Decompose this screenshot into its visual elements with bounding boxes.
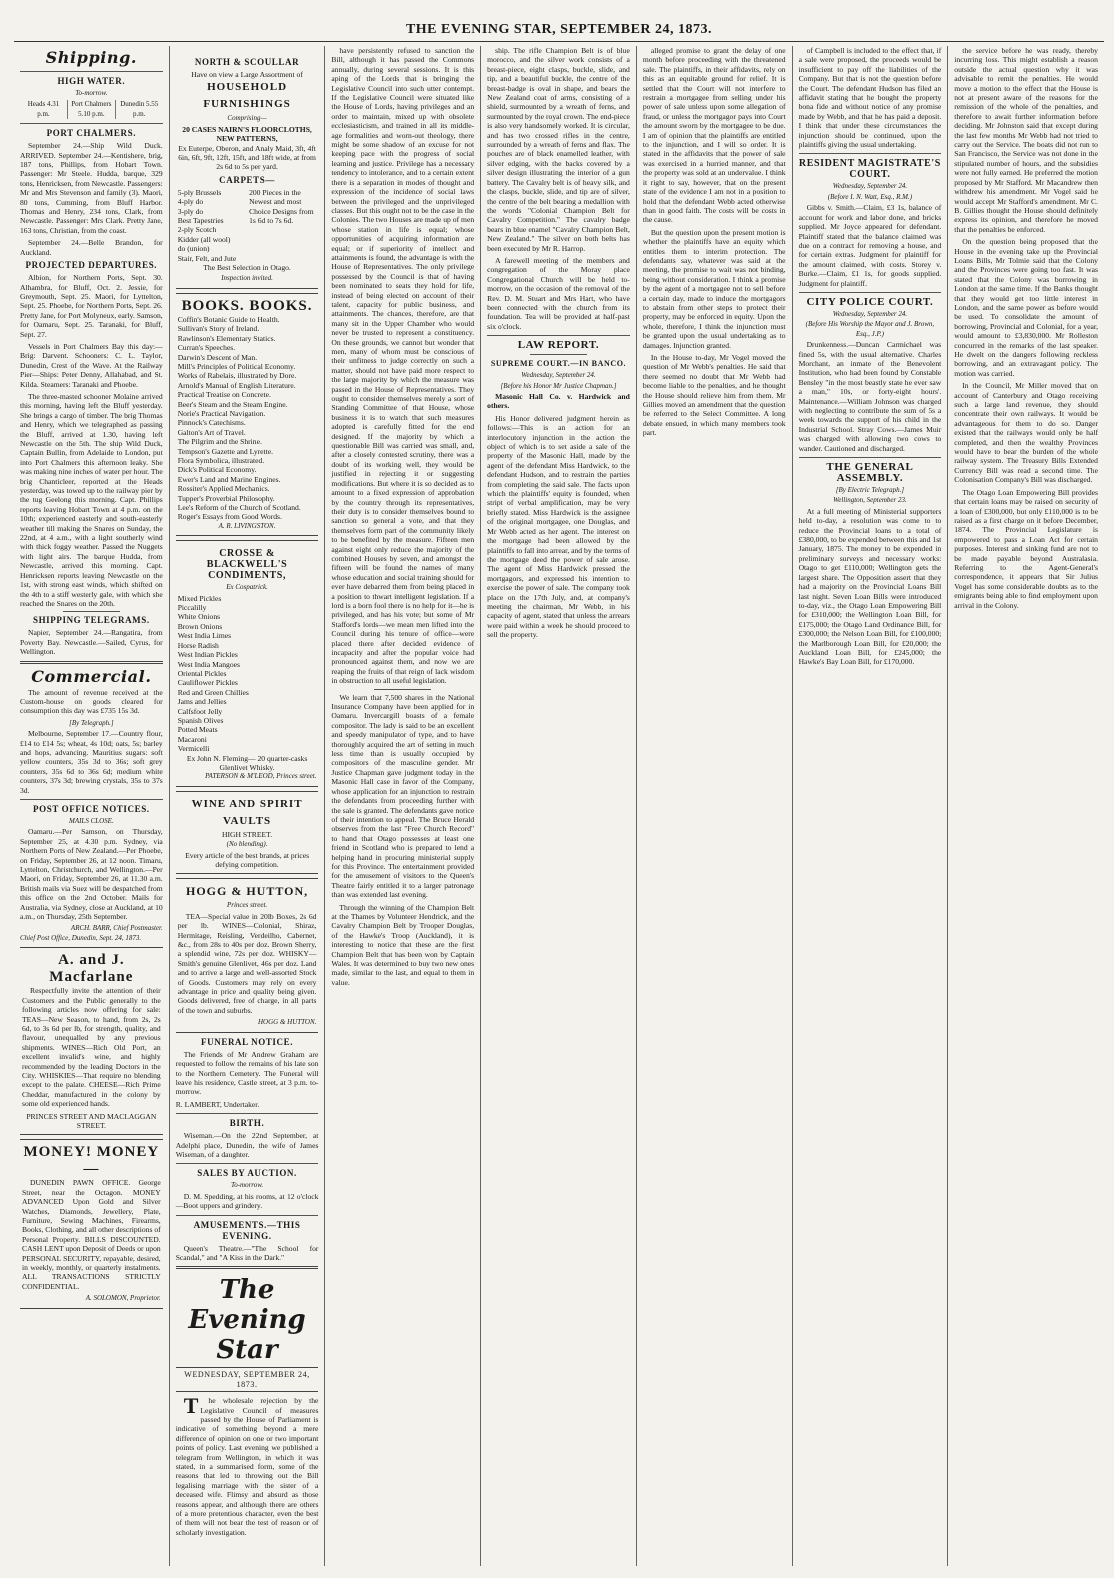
north-scoullar-heading: NORTH & SCOULLAR (194, 57, 300, 67)
condiment-item: Oriental Pickles (177, 668, 227, 678)
police-court-heading: CITY POLICE COURT. (806, 295, 934, 308)
wine-text: Every article of the best brands, at prices defying competition. (185, 850, 310, 869)
funeral-text: The Friends of Mr Andrew Graham are requested to follow the remains of his late son to the Northern Cemetery. The Funeral will leave his residence, Castle street, at 3 p.m. to-morrow. (175, 1049, 319, 1097)
north-scoullar-intro: Have on view a Large Assortment of (191, 70, 303, 79)
crosse-blackwell-advert (176, 540, 319, 787)
judgment-conclusion: But the question upon the present motion is whether the plaintiffs have an equity which entitles them to interim protection. The defendants say, whatever was said at the meeting, the promise to wait was not binding, being without consideration. I think a promise by the agent of a mortgagee not to sell before a certain day, made to induce the mortgagors to abstain from other steps to protect their property, may be enforced in equity. Upon the whole, therefore, I think the injunction must be granted upon the usual undertaking as to damages. Injunction granted. (642, 227, 786, 350)
issue-dateline: WEDNESDAY, SEPTEMBER 24, 1873. (176, 1367, 319, 1392)
columns-container (14, 46, 1104, 1566)
divider (20, 71, 163, 72)
household-heading: HOUSEHOLD FURNISHINGS (203, 81, 291, 111)
crosse-heading: CROSSE & BLACKWELL'S CONDIMENTS, (206, 548, 288, 582)
funeral-heading: FUNERAL NOTICE. (201, 1036, 294, 1047)
book-item: Coffin's Botanic Guide to Health. (177, 314, 280, 324)
divider (799, 153, 942, 154)
inspection-invited: Inspection invited. (221, 273, 273, 282)
case-judgment: His Honor delivered judgment herein as follows:—This is an action for an interlocutory injunction in the action the object of which is to set aside a sale of the property of the Masonic Hall, made by the agent of the defendant Miss Hardwick, to the defendant Hudson, and to restrain the parties from completing the said sale. The facts upon which the plaintiffs' equity is founded, when stript of verbal amplification, may be very briefly stated. Miss Hardwick is the assignee of the original mortgagee, one Douglas, and Mr Webb acted as her agent. The interest on the mortgage had been allowed by the plaintiffs to fall into arrear, and by the terms of the mortgage deed the power of sale arose. The agent of Miss Hardwick pressed the mortgagors, and expressed his intention to exercise the power of sale. The company took place on the 17th July, and, at company's meeting the chairman, Mr Webb, in his capacity of agent, stated that unless the arrears were paid within a week he should proceed to sell the property. (487, 413, 630, 640)
condiment-item: West India Mangoes (177, 659, 240, 669)
divider (20, 123, 163, 124)
page-title: THE EVENING STAR, SEPTEMBER 24, 1873. (405, 22, 713, 37)
hogg-hutton-advert (176, 878, 319, 1032)
books-advert (176, 293, 319, 536)
commercial-heading: Commercial. (31, 666, 152, 686)
condiment-item: Calfsfoot Jelly (177, 706, 223, 716)
divider (799, 292, 942, 293)
magistrate-judge: (Before I. N. Watt, Esq., R.M.) (827, 192, 913, 201)
sailed-text: September 24.—Belle Brandon, for Auckland. (20, 238, 163, 257)
case-title: Masonic Hall Co. v. Hardwick and others. (487, 392, 630, 411)
house-debate: In the House to-day, Mr Vogel moved the question of Mr Webb's penalties. He said that there seemed no doubt that Mr Webb had become liable to the penalties, and he thought the House should relieve him from them. Mr Gillies moved an amendment that the question be referred to the Select Committee. A long debate ensued, in which many members took part. (642, 353, 786, 438)
condiments-list (178, 594, 317, 754)
magistrate-heading: RESIDENT MAGISTRATE'S COURT. (798, 158, 941, 181)
birth-text: Wiseman.—On the 22nd September, at Adelphi place, Dunedin, the wife of James Wiseman, of a daughter. (175, 1131, 319, 1159)
assembly-continued: the service before he was ready, thereby incurring loss. This might establish a reason outside the actual question why it was advisable to remit the penalties. He would move a motion to the effect that the House is not at present aware of the reasons for the remission of the whole of the penalties, and therefore to await further information before deciding. Mr Johnston said that except during the last few months Mr Webb had not tried to carry out the Service. The boats did not run to San Francisco, the Service was not done in the stipulated number of hours, and the subsidies were not fully earned. He preferred the motion proposed by Mr Stafford. Mr Macandrew then withdrew his amendment. Mr Vogel said he would accept Mr Stafford's amendment. Mr C. B. Gillies thought the House should definitely express its opinion, and therefore he moved that the penalties be enforced. (954, 46, 1098, 234)
condiment-item: Red and Green Chillies (177, 687, 249, 697)
column-3 (325, 46, 481, 1566)
books-heading: BOOKS. BOOKS. (181, 297, 313, 314)
condiment-item: Brown Onions (177, 621, 223, 631)
column-2 (170, 46, 326, 1566)
law-report-heading: LAW REPORT. (517, 339, 600, 352)
crosse-sub: Ex Cospatrick. (226, 583, 268, 592)
book-item: The Pilgrim and the Shrine. (177, 437, 262, 447)
condiment-item: Jams and Jellies (177, 697, 227, 707)
judgment-final: of Campbell is included to the effect that, if a sale were proposed, the proceeds would be insufficient to pay off the liabilities of the Company. But that is not the question before the Court. The defendant Hudson has filed an affidavit stating that he bought the property bona fide and without notice of any promise made by Webb, and that he has paid a deposit. I think that under these circumstances the injunction should be continued, upon the plaintiffs giving the usual undertaking. (798, 46, 942, 150)
tide-dunedin: Dunedin 5.55 p.m. (120, 100, 159, 118)
assembly-heading: THE GENERAL ASSEMBLY. (826, 461, 914, 485)
condiment-item: Cauliflower Pickles (177, 678, 238, 688)
carpets-list (178, 188, 245, 263)
book-item: Practical Treatise on Concrete. (177, 390, 271, 400)
shipping-heading: Shipping. (45, 48, 138, 67)
carpet-item: 2-ply Scotch (177, 225, 217, 235)
farewell-meeting-news: A farewell meeting of the members and congregation of the Moray place Congregational Church will be held to-morrow, on the occasion of the removal of the Rev. D. M. Stuart and Mrs Hart, who have been connected with the church from its foundation. Tea will be provided at half-past six o'clock. (487, 255, 630, 331)
post-office-heading: POST OFFICE NOTICES. (33, 804, 150, 814)
book-item: Lee's Reform of the Church of Scotland. (177, 503, 301, 513)
book-item: Dick's Political Economy. (177, 465, 257, 475)
newspaper-nameplate: The Evening Star (188, 1275, 306, 1366)
court-judge: [Before his Honor Mr Justice Chapman.] (500, 381, 617, 390)
birth-heading: BIRTH. (229, 1118, 265, 1129)
funeral-signature: R. LAMBERT, Undertaker. (175, 1099, 260, 1109)
carpet-item: 5-ply Brussels (177, 187, 222, 197)
hogg-signature: HOGG & HUTTON. (258, 1018, 317, 1027)
departures-heading: PROJECTED DEPARTURES. (25, 260, 158, 271)
carpet-item: 3-ply do (177, 206, 204, 216)
police-text: Drunkenness.—Duncan Carmichael was fined 5s, with the usual alternative. Charles Morchant, an inmate of the Benevolent Institution, who had been found by Constable Bensley "in the most beastly state he ever saw a man," 10s, or forty-eight hours'. Maintenance.—William Johnson was charged with neglecting to contribute the sum of 5s a week towards the support of his child in the Industrial School. Stray Cows.—James Muir was charged with allowing two cows to wander. Cautioned and discharged. (798, 340, 942, 453)
postmaster-signature: ARCH. BARR, Chief Postmaster. (70, 924, 163, 933)
divider (20, 661, 163, 664)
pawn-office-advert (20, 1139, 163, 1308)
column-6 (793, 46, 949, 1566)
divider (176, 1266, 319, 1269)
hogg-heading: HOGG & HUTTON, (186, 884, 309, 899)
carpet-item: Kidder (all wool) (177, 234, 231, 244)
crosse-note: Ex John N. Fleming— 20 quarter-casks Glenlivet Whisky. (186, 753, 308, 772)
shipping-news-text: The three-masted schooner Molaine arrived this morning, having left the Bluff yesterday. She brings a cargo of timber. The brig Thomas and Henry, which we telegraphed as passing the Bluff, arrived at 1.30, having left Newcastle on the 5th. The ship Wild Duck, Captain Bullin, from Adelaide to London, put into Port Chalmers this afternoon leaky. She was making nine inches of water per hour. The brig Chanticleer, reported at the Heads yesterday, was towed up to the railway pier by the tug Geelong this morning. Capt. Phillips reports leaving Hobart Town at 4 p.m. on the 10th; experienced easterly and south-easterly weather till making the Snares on Sunday, the 22nd, at 4 a.m., with a light southerly wind with thick foggy weather. Passed the Nuggets with light airs. The barque Hudda, from Newcastle, arrived this morning. Capt. Henricksen reports leaving Newcastle on the 1st, with strong east winds, which shifted on the 4th to a stiff westerly gale, with which she reached the Snares on the 20th. (20, 391, 163, 608)
court-date: Wednesday, September 24. (521, 371, 596, 380)
condiment-item: Spanish Olives (177, 715, 224, 725)
hogg-text: TEA—Special value in 20lb Boxes, 2s 6d per lb. WINES—Colonial, Shiraz, Hermitage, Reisling, Verdeilho, Cabernet, &c., from 28s to 40s per doz. Brown Sherry, a splendid wine, 72s per doz. WHISKY—Smith's genuine Glenlivet, 46s per doz. Land and to arrive a large and well-assorted Stock of Goods. Customers may rely on every advantage in price and quality being given. Goods delivered, free of charge, in all parts of the town and suburbs. (177, 911, 317, 1015)
condiment-item: West India Limes (177, 631, 232, 641)
local-news: We learn that 7,500 shares in the National Insurance Company have been applied for in Oamaru. Invercargill boasts of a female compositor. The lady is said to be an excellent and speedy manipulator of type, and to have thoroughly acquired the art of setting in much less time than is usually occupied by compositors of the masculine gender. Mr Justice Chapman gave judgment today in the Masonic Hall case in favor of the Company, whose application for an injunction to restrain the defendants from proceeding further with the sale is granted. The defendants gave notice of their intention to appeal. The Bruce Herald observes from the last "Free Church Record" to hand that Otago possesses at least one friend in Scotland who is prepared to lend a helping hand in procuring ministerial supply for this Province. The entertainment provided for the amusement of visitors to the Queen's Theatre fairly entitled it to a larger patronage than was extended last evening. (331, 692, 475, 900)
telegrams-text: Napier, September 24.—Rangatira, from Poverty Bay. Newcastle.—Sailed, Cyrus, for Wellington. (20, 628, 163, 657)
divider (530, 354, 587, 355)
otago-loan-bill: The Otago Loan Empowering Bill provides that certain loans may be raised on security of a loan of £300,000, but only £110,000 is to be raised as a first charge on it before December, 1874. The Provincial Legislature is empowered to pass a Loan Act for certain purposes. Interest and sinking fund are not to be made payable beyond Australasia. Referring to the Agent-General's correspondence, it appears that Sir Julius Vogel has some considerable doubts as to the emigrants being able to find employment upon arrival in the Colony. (954, 487, 1098, 610)
divider (20, 799, 163, 800)
book-item: Pinnock's Catechisms. (177, 418, 246, 428)
book-item: Darwin's Descent of Man. (177, 352, 258, 362)
north-scoullar-advert (176, 50, 319, 289)
assembly-sub: [By Electric Telegraph.] (835, 486, 905, 495)
book-item: Galton's Art of Travel. (177, 427, 246, 437)
macfarlane-text: Respectfully invite the attention of their Customers and the Public generally to the following articles now offering for sale: TEAS—New Season, to hand, from 2s, 2s 6d, to 3s 6d per lb, for strength, quality, and flavour, unequalled by any previous shipments. WINES—Rich Old Port, an excellent invalid's wine, and highly recommended by the leading Doctors in the City. WHISKIES—That require no blending except to the palate. CHEESE—Rich Prime Cheddar, manufactured in the colony by some old experienced hands. (22, 986, 161, 1109)
carpet-item: Stair, Felt, and Jute (177, 253, 237, 263)
judgment-continued: alleged promise to grant the delay of one month before proceeding with the threatened sale. The plaintiffs, in their affidavits, rely on this as an equitable ground for relief. It is settled that the Court will not interfere to restrain a mortgagee from selling under his power of sale unless upon some allegation of fraud, or unless the mortgagor pays into Court the amount sworn by the mortgagee to be due. I am of opinion that the plaintiffs are entitled to the injunction, and I will so order. It is stated in the affidavits that the power of sale was exercised in a hurried manner, and that the property was sold at an undervalue. I think it right to say, however, that on the present state of the evidence I am not in a position to hold that the defendant Webb acted otherwise than in good faith. The costs will be costs in the cause. (642, 46, 786, 225)
money-text: DUNEDIN PAWN OFFICE. George Street, near the Octagon. MONEY ADVANCED Upon Gold and Silver Watches, Diamonds, Jewellery, Plate, Furniture, Sewing Machines, Firearms, Books, Clothing, and all other descriptions of Personal Property. BILLS DISCOUNTED. CASH LENT upon Deposit of Deeds or upon PERSONAL SECURITY, repayable, desired, in weekly, monthly, or quarterly instalments. ALL TRANSACTIONS STRICTLY CONFIDENTIAL. (22, 1178, 161, 1291)
carpet-item: Best Tapestries (177, 216, 224, 226)
tide-heads: Heads 4.31 p.m. (20, 100, 68, 119)
hogg-sub: Princes street. (226, 901, 268, 910)
divider (487, 335, 630, 336)
tide-table (20, 100, 163, 119)
leader-continued: have persistently refused to sanction the Bill, although it has passed the Commons annually, during several sessions. It is this aping of the Lords that is bringing the Legislative Council into such utter contempt. If the Legislative Council were situated like the House of Lords, having privileges and an order to maintain, mixed up with obsolete ecclesiasticism, and trained in all its middle-age formalities and worn-out theology, there might be some shadow of an excuse for not keeping pace with the progress of social learning and justice. Privilege has a necessary tendency to intolerance, and to a certain extent there is a separation in modes of thought and expression of the incidence of social laws between the privileged and the unprivileged classes. But this ought not to be the case in the Colonies. The two Houses are made up of men whose station in life is equal; whose opportunities of acquiring information are equal; or if superiority of intellect and attainments is found, the advantage is with the House of Representatives. The only privilege possessed by the Council is that of having been nominated to seats they hold for life, instead of being elected on account of their talent, capacity for public business, and attainments. The chances, therefore, are that many sit in the Upper Chamber who would never be trusted to represent a constituency. On these grounds, we cannot but wonder that men, many of whom must be conscious of their unfitness to judge correctly on such a matter, should not have paid more respect to the large majority by which the measure was passed in the House of Representatives. They ought to consider themselves merely a sort of Standing Committee of that House, whose business it is to watch that such measures adopted is carefully fitted for the end designed. If the majority by which a questionable Bill was carried was small, and, after a closely contested scrutiny, there was a doubt of its working well, they would be justified in rejecting it or suggesting modifications. But where it is so decided as to amount to a fixed expression of approbation by the country through its representatives, their duty is to consider themselves bound to sanction so general a vote, and that they themselves form part of the community likely to be benefited by the measure. Fifteen men against eight only reduce the majority of the combined Houses by seven, and amongst the fifteen will be found the names of many whose education and social training should for ever have debarred them from being placed in a position to thwart intelligent legislation. If a lord is a born fool there is no help for it—he is privileged, and has his vote; but some of Mr Stafford's lords—we mean men lifted into the Council during his tenure of office—were placed there after decided evidence of incapacity and after the popular voice had pronounced against them, and now we are reaping the fruits of that reign of lack wisdom in obstruction to all useful legislation. (331, 46, 475, 686)
comprising-label: Comprising— (227, 114, 267, 123)
book-item: Arnold's Manual of English Literature. (177, 380, 296, 390)
high-water-heading: HIGH WATER. (57, 76, 126, 86)
north-scoullar-footer: The Best Selection in Otago. (203, 263, 291, 273)
book-item: Works of Rabelais, illustrated by Dore. (177, 371, 297, 381)
macfarlane-heading: A. and J. Macfarlane (49, 952, 134, 986)
champion-belt-continued: ship. The rifle Champion Belt is of blue morocco, and the silver work consists of a breast-piece, eight clasps, buckle, slide, and tip, and a beautiful buckle, the centre of the breast-badge is oval in shape, and bears the New Zealand coat of arms, consisting of a shield, surmounted by a wreath of ferns, and surmounted by the royal crown. The end-piece is also very handsomely worked. It is circular, and has two crossed rifles in the centre, surrounded by a wreath of ferns and flax. The pouches are of black enamelled leather, with silver edging, with the backs covered by a silver design illustrating the interior of a gun battery. The Cavalry belt is of heavy silk, and the clasps, buckle, slide, and tip are of silver, the centre of the belt bearing a medallion with the words "Colonial Champion Belt for Cavalry Competition." The cavalry badge bears in blue enamel "Cavalry Champion Belt, New Zealand." The silver on both belts has been executed by Mr R. Harrop. (487, 46, 630, 253)
book-item: Beer's Steam and the Steam Engine. (177, 399, 288, 409)
column-5 (637, 46, 793, 1566)
post-office-date: Chief Post Office, Dunedin, Sept. 24, 1873. (20, 933, 142, 942)
carpets-note: 200 Pieces in the Newest and most Choice Designs from 1s 6d to 7s 6d. (249, 187, 314, 226)
wine-heading: WINE AND SPIRIT VAULTS (191, 797, 303, 827)
book-item: Sullivan's Story of Ireland. (177, 324, 260, 334)
book-item: Flora Symbolica, illustrated. (177, 456, 265, 465)
floorcloths-line: 20 CASES NAIRN'S FLOORCLOTHS, NEW PATTERNS, (182, 124, 312, 144)
by-telegraph-label: [By Telegraph.] (69, 718, 114, 727)
condiment-item: White Onions (177, 612, 221, 622)
telegraph-text: Melbourne, September 17.—Country flour, £14 to £14 5s; wheat, 4s 10d; oats, 5s; barley and hops, advancing. Mauritius sugars: soft yellow counters, 35s 3d to 36s; soft grey counters, 35s 6d to 36s 6d; medium white counters, 37s 3d; brewing crystals, 35s to 37s 3d. (20, 729, 163, 795)
condiment-item: Vermicelli (177, 744, 210, 754)
book-item: Tempson's Gazette and Lyrette. (177, 446, 274, 456)
book-item: Roger's Essays from Good Words. (177, 512, 282, 522)
commercial-text: The amount of revenue received at the Custom-house on goods cleared for consumption this day was £735 15s 3d. (20, 687, 163, 716)
carpet-item: do (union) (177, 244, 210, 254)
arrivals-text: September 24.—Ship Wild Duck. ARRIVED. September 24.—Kentishere, brig, 187 tons, Phillips, from Hobart Town. Passenger: Mr Steele. Hudda, barque, 329 tons, Henricksen, from Newcastle. Passengers: Mr and Mrs Stevenson and family (3). Maori, 80 tons, Cumming, from Bluff Harbor. Thomas and Henry, 234 tons, Clark, from Newcastle. Passenger: Mrs Clark. Pretty Jane, 163 tons, Christian, from the coast. (20, 141, 163, 235)
condiment-item: Horse Radish (177, 640, 219, 650)
money-heading: MONEY! MONEY— (23, 1144, 160, 1178)
condiment-item: Piccalilly (177, 603, 207, 613)
council-debate: In the Council, Mr Miller moved that on account of Canterbury and Otago receiving such a large land revenue, they should concentrate their own railways. It would be advantageous for them to do so. Danger existed that the railways would only be half completed, and then the wealthy Provinces would have to bear the burden of the whole railway system. The Treasury Bills Extended Currency Bill was read a second time. The Colonisation Company's Bill was discharged. (954, 381, 1098, 485)
auction-sub: To-morrow. (230, 1181, 264, 1190)
page-masthead (14, 14, 1104, 42)
divider (374, 689, 431, 690)
mails-close-label: MAILS CLOSE. (68, 817, 114, 825)
book-item: Curran's Speeches. (177, 343, 236, 353)
divider (176, 1113, 319, 1114)
magistrate-text: Gibbs v. Smith.—Claim, £3 1s, balance of account for work and labor done, and bricks supplied. Mr Joyce appeared for defendant. Plaintiff stated that the balance claimed was due on a contract for removing a house, and for certain extras. Judgment for plaintiff for the amount claimed, with costs. Storey v. Burke.—Claim, £1 1s, for goods supplied. Judgment for plaintiff. (798, 203, 942, 288)
book-item: Rawlinson's Elementary Statics. (177, 333, 276, 343)
divider (176, 1215, 319, 1216)
departures-text: Albion, for Northern Ports, Sept. 30. Alhambra, for Bluff, Oct. 2. Jessie, for Greymouth, Sept. 25. Maori, for Lyttelton, Sept. 25. Phoebe, for Northern Ports, Sept. 26. Pretty Jane, for Port Molyneux, early. Samson, for Oamaru, Sept. 25. Taranaki, for Bluff, Sept. 27. (20, 273, 163, 339)
vessels-text: Vessels in Port Chalmers Bay this day:—Brig: Darvent. Schooners: C. L. Taylor, Dunedin, Crest of the Wave. At the Railway Pier—Ships: Peter Denny, Allahabad, and St. Kilda. Steamers: Taranaki and Phoebe. (20, 341, 163, 389)
carpets-block (178, 188, 317, 263)
champion-belt-news: Through the winning of the Champion Belt at the Thames by Volunteer Hendrick, and the Cavalry Champion Belt by Trooper Douglas, of the Hawke's Troop (Auckland), it is interesting to notice that these are the first Champion Belt that has been won by Captain Wales. It was determined to buy two new ones made, similar to the last, and equal to them in value. (331, 902, 475, 987)
book-item: Norie's Practical Navigation. (177, 408, 266, 418)
condiment-item: Macaroni (177, 734, 207, 744)
carpet-item: 4-ply do (177, 197, 204, 207)
wine-sub: HIGH STREET. (222, 829, 273, 839)
tide-port-chalmers: Port Chalmers 5.10 p.m. (68, 100, 116, 119)
post-signature-block (20, 924, 163, 943)
book-item: Rossiter's Applied Mechanics. (177, 484, 270, 494)
column-4 (481, 46, 637, 1566)
macfarlane-address: PRINCES STREET AND MACLAGGAN STREET. (26, 1111, 157, 1130)
macfarlane-advert (20, 947, 163, 1135)
tomorrow-label: To-morrow. (75, 89, 108, 97)
assembly-text: At a full meeting of Ministerial supporters held to-day, a resolution was come to to reduce the Provincial loans to a total of £380,000, to be expended between this and 1st January, 1875. The money to be expended in preliminary surveys and necessary works: Otago to get £110,000; Wellington gets the largest share. The Opposition assert that they had a majority on the Provincial Loans Bill last night. Seven Loan Bills were introduced to-day, viz., the Otago Loan Empowering Bill for £310,000; the Wellington Loan Bill, for £175,000; the Otago Land Ordinance Bill, for £300,000; the Nelson Loan Bill, for £100,000; the Marlborough Loan Bill, for £20,000; the Auckland Loan Bill, for £245,000; the Hawke's Bay Loan Bill, for £170,000. (798, 506, 942, 667)
column-7 (948, 46, 1104, 1566)
assembly-dateline: Wellington, September 23. (833, 496, 907, 505)
magistrate-date: Wednesday, September 24. (832, 182, 908, 191)
auction-text: D. M. Spedding, at his rooms, at 12 o'clock —Boot uppers and grindery. (175, 1191, 319, 1211)
post-office-text: Oamaru.—Per Samson, on Thursday, September 25, at 4.30 p.m. Sydney, via Northern Ports of New Zealand.—Per Phoebe, on Friday, September 26, at 12 noon. Timaru, Lyttelton, Christchurch, and Wellington.—Per Maori, on Friday, September 26, at 11.30 a.m. British mails via Suez will be despatched from this office on the 2nd October. Mails for Australia, via Sydney, close at Auckland, at 10 a.m., on Thursday, 25th September. (20, 827, 163, 922)
leader-article: The wholesale rejection by the Legislative Council of measures passed by the House of Parliament is indicative of something beyond a mere difference of opinion on one or two important points of policy. Last evening we published a telegram from Wellington, in which it was stated, in a summarised form, some of the reasons that led to throwing out the Bill legalising marriage with the sister of a deceased wife. Flimsy and absurd as those reasons appear, and although there are others of a more pretentious character, even the best of them will not bear the test of reason or of scholarly investigation. (175, 1393, 319, 1537)
auction-heading: SALES BY AUCTION. (197, 1168, 297, 1179)
carpets-heading: CARPETS— (219, 174, 275, 185)
crosse-signature: PATERSON & M'LEOD, Princes street. (205, 772, 317, 781)
condiment-item: West Indian Pickles (177, 650, 238, 660)
floorcloths-detail: Ex Euterpe, Oberon, and Analy Maid, 3ft, 4ft 6in, 6ft, 9ft, 12ft, 15ft, and 18ft wide, at from 2s 6d to 5s per yard. (178, 143, 316, 172)
telegrams-heading: SHIPPING TELEGRAMS. (32, 615, 150, 626)
divider (63, 611, 120, 612)
wine-blend: (No blending). (226, 840, 268, 849)
book-item: Mill's Principles of Political Economy. (177, 361, 296, 371)
condiment-item: Potted Meats (177, 725, 218, 735)
amusements-text: Queen's Theatre.—"The School for Scandal," and "A Kiss in the Dark." (175, 1243, 319, 1262)
book-item: Tupper's Proverbial Philosophy. (177, 493, 275, 503)
money-signature: A. SOLOMON, Proprietor. (85, 1294, 161, 1303)
column-1 (14, 46, 170, 1566)
police-judge: (Before His Worship the Mayor and J. Brown, Esq., J.P.) (805, 320, 935, 338)
book-item: Ewer's Land and Marine Engines. (177, 474, 281, 484)
amusements-heading: AMUSEMENTS.—THIS EVENING. (193, 1219, 301, 1241)
divider (799, 457, 942, 458)
police-date: Wednesday, September 24. (832, 309, 908, 318)
books-signature: A. R. LIVINGSTON. (218, 521, 276, 530)
port-chalmers-heading: PORT CHALMERS. (46, 128, 137, 139)
condiment-item: Mixed Pickles (177, 593, 222, 603)
divider (176, 1163, 319, 1164)
books-list (178, 315, 317, 522)
loans-debate: On the question being proposed that the House in the evening take up the Provincial Loans Bills, Mr Tolmie said that the Colony and the Provinces were going too fast. It was stated that the Colony was borrowing in London at the same time. If the Banks thought that they would get too little interest in London, and the same power as before would be used. To consolidate the amount of borrowing, Provincial and Colonial, for a year, would amount to £3,830,000. Mr Rolleston concurred in the remarks of the last speaker. He dwelt on the dangers following reckless borrowing, and an extravagant policy. The motion was carried. (954, 237, 1098, 378)
wine-vaults-advert (176, 791, 319, 875)
supreme-court-heading: SUPREME COURT.—IN BANCO. (490, 359, 627, 369)
